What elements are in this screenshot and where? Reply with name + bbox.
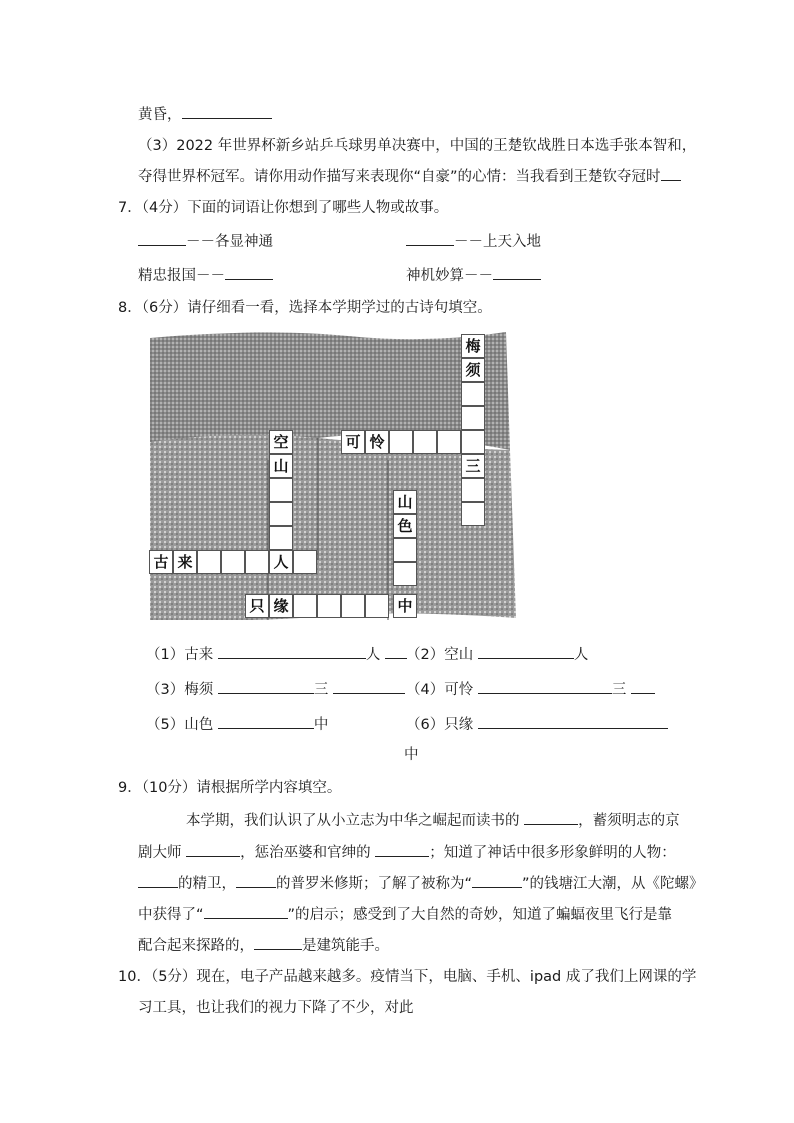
q8-answer-6-end: 中	[404, 747, 419, 763]
cell: 人	[269, 550, 293, 574]
cell	[269, 502, 293, 526]
cell	[389, 430, 413, 454]
cell: 色	[393, 514, 417, 538]
cell: 中	[393, 594, 417, 618]
q8-answer-3: （3）梅须 三	[146, 679, 405, 700]
q6-line1: 黄昏，	[138, 104, 272, 125]
cell	[393, 562, 417, 586]
cell	[413, 430, 437, 454]
cell	[461, 382, 485, 406]
cell: 梅	[461, 334, 485, 358]
q10-line1: 10．（5分）现在，电子产品越来越多。疫情当下，电脑、手机、ipad 成了我们上网课的学	[118, 969, 697, 985]
cell	[461, 478, 485, 502]
cell	[461, 502, 485, 526]
cell	[293, 594, 317, 618]
cell: 来	[173, 550, 197, 574]
cell	[437, 430, 461, 454]
cell: 山	[269, 454, 293, 478]
q9-title: 9．（10分）请根据所学内容填空。	[118, 780, 342, 796]
cell: 三	[461, 454, 485, 478]
q8-answer-2: （2）空山 人	[406, 644, 588, 665]
cell	[197, 550, 221, 574]
q6-line2: （3）2022 年世界杯新乡站乒乓球男单决赛中，中国的王楚钦战胜日本选手张本智和，	[138, 138, 697, 154]
cell: 山	[393, 490, 417, 514]
cell	[341, 594, 365, 618]
cell	[317, 594, 341, 618]
q8-answer-4: （4）可怜 三	[406, 679, 655, 700]
cell	[245, 550, 269, 574]
q8-answer-1: （1）古来 人	[146, 644, 407, 665]
cell: 可	[341, 430, 365, 454]
q7-title: 7．（4分）下面的词语让你想到了哪些人物或故事。	[118, 200, 449, 216]
cell	[393, 538, 417, 562]
cell: 怜	[365, 430, 389, 454]
q7-item-2: －－上天入地	[406, 231, 541, 252]
cell	[269, 526, 293, 550]
cell: 空	[269, 430, 293, 454]
q7-item-3: 精忠报国－－	[138, 265, 273, 286]
cell: 只	[245, 594, 269, 618]
cell	[293, 550, 317, 574]
crossword-puzzle	[148, 330, 518, 620]
q9-line1: 本学期，我们认识了从小立志为中华之崛起而读书的 ，蓄须明志的京	[186, 810, 680, 831]
cell	[461, 430, 485, 454]
q8-title: 8．（6分）请仔细看一看，选择本学期学过的古诗句填空。	[118, 300, 492, 316]
cell	[221, 550, 245, 574]
q9-line4: 中获得了“ ”的启示；感受到了大自然的奇妙，知道了蝙蝠夜里飞行是靠	[138, 904, 672, 925]
q7-item-1: －－各显神通	[138, 231, 273, 252]
q8-answer-6: （6）只缘	[406, 714, 668, 735]
q6-line3: 夺得世界杯冠军。请你用动作描写来表现你“自豪”的心情：当我看到王楚钦夺冠时	[138, 166, 681, 187]
q10-line2: 习工具，也让我们的视力下降了不少，对此	[138, 1000, 414, 1016]
q8-answer-5: （5）山色 中	[146, 714, 328, 735]
cell: 古	[149, 550, 173, 574]
cell	[461, 406, 485, 430]
q9-line2: 剧大师 ，惩治巫婆和官绅的 ；知道了神话中很多形象鲜明的人物：	[138, 842, 676, 863]
q7-item-4: 神机妙算－－	[406, 265, 541, 286]
q9-line5: 配合起来探路的， 是建筑能手。	[138, 935, 389, 956]
q9-line3: 的精卫， 的普罗米修斯；了解了被称为“ ”的钱塘江大潮，从《陀螺》	[138, 873, 704, 894]
cell	[365, 594, 389, 618]
cell	[269, 478, 293, 502]
cell: 须	[461, 358, 485, 382]
cell: 缘	[269, 594, 293, 618]
